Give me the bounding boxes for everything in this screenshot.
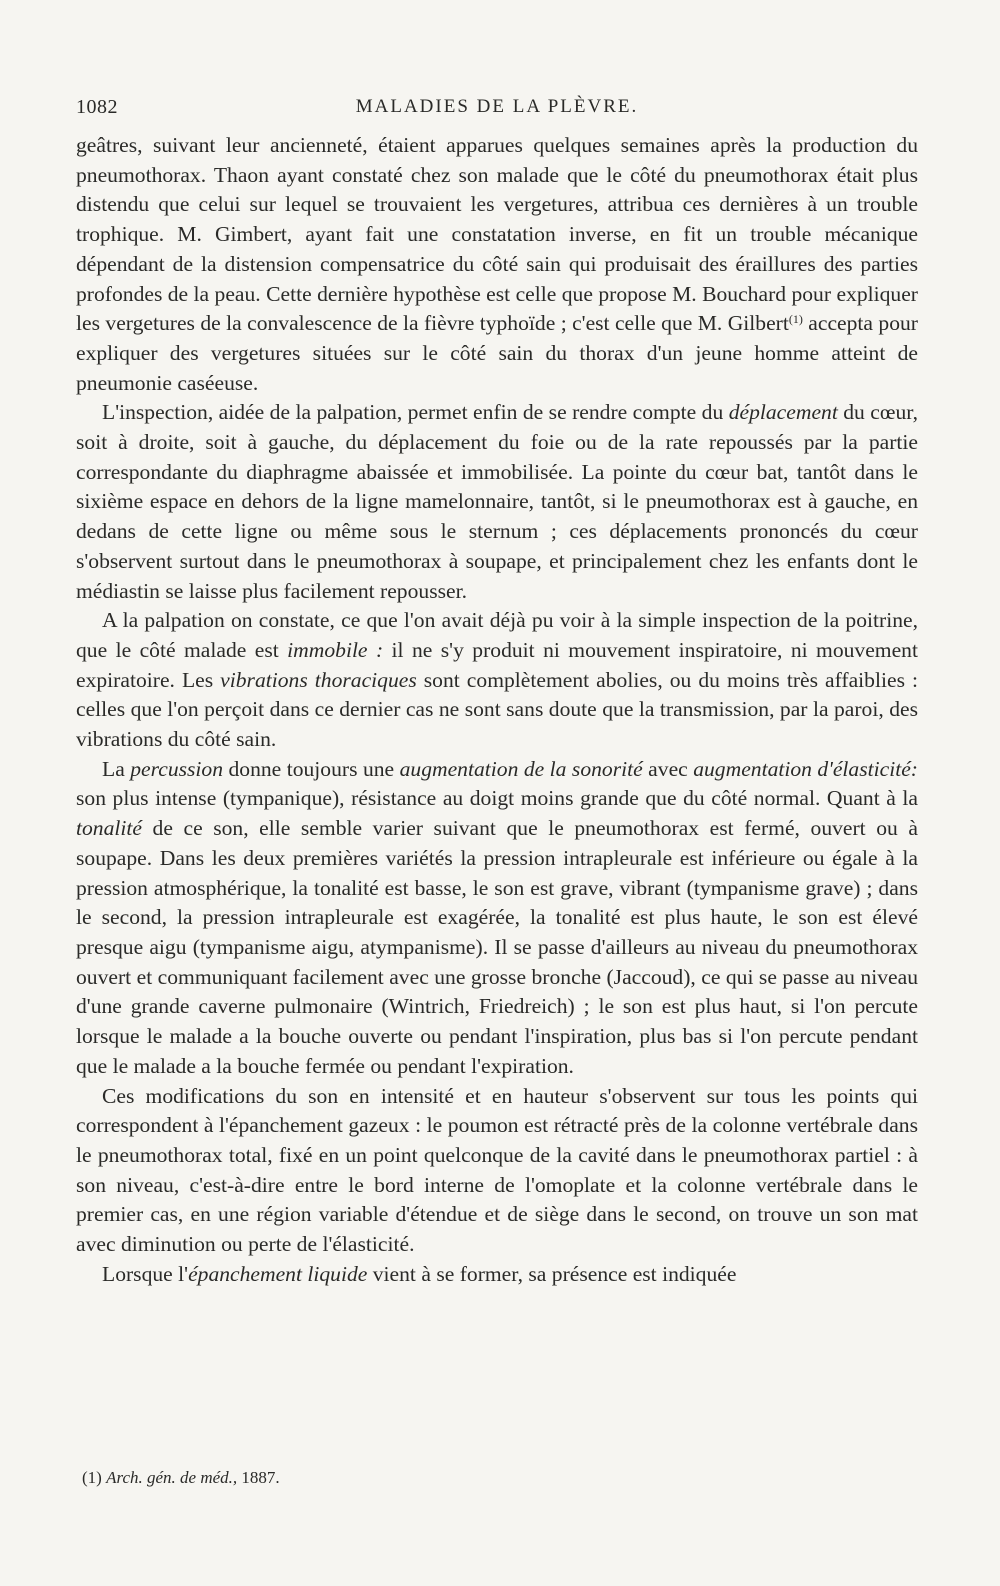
text-run: A la palpation on constate, ce que l'on avait déjà pu voir à la simple inspection de la poitrine, que le côté malade est [76,608,918,662]
text-run: de ce son, elle semble varier suivant que le pneumothorax est fermé, ouvert ou à soupape. Dans les deux premières variétés la pression intrapleurale est inférieure ou égale à la pression atmosphérique, la tonalité est basse, le son est grave, vibrant (tympanisme grave) ; dans le second, la pression intrapleurale est exagérée, la tonalité est plus haute, le son est élevé presque aigu (tympanisme aigu, atympanisme). Il se passe d'ailleurs au niveau du pneumothorax ouvert et communiquant facilement avec une grosse bronche (Jaccoud), ce qui se passe au niveau d'une grande caverne pulmonaire (Wintrich, Friedreich) ; le son est plus haut, si l'on percute lorsque le malade a la bouche ouverte ou pendant l'inspiration, plus bas si l'on percute pendant que le malade a la bouche fermée ou pendant l'expiration. [76,816,918,1078]
italic-term: déplacement [728,400,838,425]
footnote-source: Arch. gén. de méd., [106,1468,238,1487]
paragraph [76,398,918,606]
italic-term: augmentation d'élasticité: [693,756,918,781]
paragraph [76,1082,918,1260]
text-run: L'inspection, aidée de la palpation, permet enfin de se rendre compte du [102,400,729,425]
page-header [76,96,918,126]
running-title: MALADIES DE LA PLÈVRE. [355,96,639,117]
text-run: accepta pour expliquer des vergetures situées sur le côté sain du thorax d'un jeune homme atteint de pneumonie caséeuse. [76,311,918,395]
paragraph [76,131,918,398]
italic-term: épanchement liquide [188,1261,368,1286]
text-run: son plus intense (tympanique), résistance au doigt moins grande que du côté normal. Quant à la [76,786,918,811]
page-number: 1082 [76,96,118,118]
text-run: sont complètement abolies, ou du moins très affaiblies : celles que l'on perçoit dans ce dernier cas ne sont sans doute que la transmission, par la paroi, des vibrations du côté sain. [76,667,918,752]
paragraph [76,1260,918,1290]
text-run: donne toujours une [223,756,400,781]
paragraph [76,755,918,1082]
footnote-marker: (1) [82,1468,102,1487]
text-run: avec [642,756,694,781]
italic-term: immobile : [287,637,384,662]
text-run: Lorsque l' [102,1261,189,1286]
text-run: La [102,756,131,781]
text-run: il ne s'y produit ni mouvement inspiratoire, ni mouvement expiratoire. Les [76,637,918,692]
italic-term: vibrations thoraciques [220,667,417,692]
paragraph [76,606,918,755]
body-text [76,131,918,1289]
text-run: Ces modifications du son en intensité et en hauteur s'observent sur tous les points qui correspondent à l'épanchement gazeux : le poumon est rétracté près de la colonne vertébrale dans le pneumothorax total, fixé en un point quelconque de la cavité dans le pneumothorax partiel : à son niveau, c'est-à-dire entre le bord interne de l'omoplate et la colonne vertébrale dans le premier cas, en une région variable d'étendue et de siège dans le second, on trouve un son mat avec diminution ou perte de l'élasticité. [76,1083,918,1257]
italic-term: augmentation de la sonorité [399,756,643,781]
footnote [82,1467,918,1489]
text-run: geâtres, suivant leur ancienneté, étaient apparues quelques semaines après la production du pneumothorax. Thaon ayant constaté chez son malade que le côté du pneumothorax était plus distendu que celui sur lequel se trouvaient les vergetures, attribua ces dernières à un trouble trophique. M. Gimbert, ayant fait une constatation inverse, en fit un trouble mécanique dépendant de la distension compensatrice du côté sain qui produisait des éraillures des parties profondes de la peau. Cette dernière hypothèse est celle que propose M. Bouchard pour expliquer les vergetures de la convalescence de la fièvre typhoïde ; c'est celle que M. Gilbert [76,133,918,336]
italic-term: percussion [130,756,224,781]
text-run: vient à se former, sa présence est indiquée [367,1261,737,1286]
italic-term: tonalité [76,816,142,841]
text-run: du cœur, soit à droite, soit à gauche, du déplacement du foie ou de la rate repoussés par la partie correspondante du diaphragme abaissée et immobilisée. La pointe du cœur bat, tantôt dans le sixième espace en dehors de la ligne mamelonnaire, tantôt, si le pneumothorax est à gauche, en dedans de cette ligne ou même sous le sternum ; ces déplacements prononcés du cœur s'observent surtout dans le pneumothorax à soupape, et principalement chez les enfants dont le médiastin se laisse plus facilement repousser. [76,400,918,603]
footnote-reference: (1) [788,312,803,327]
footnote-year: 1887. [237,1468,280,1487]
